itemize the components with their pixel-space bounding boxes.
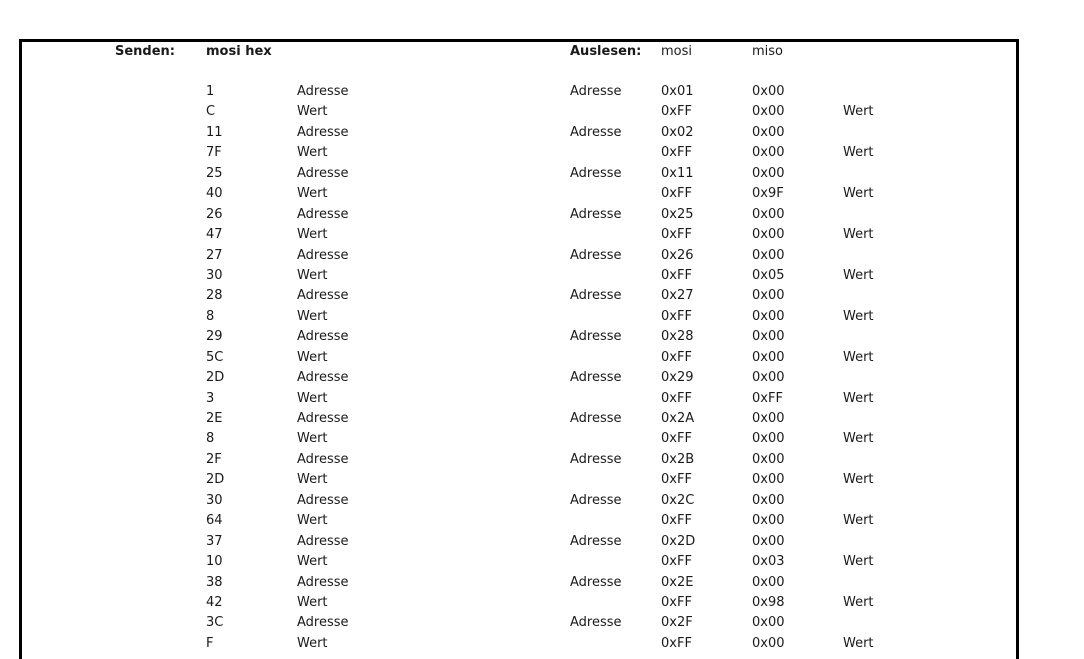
read-type-cell: Adresse [570, 493, 622, 508]
mosi-hex-cell: 3 [206, 391, 215, 406]
read-note-cell: Wert [843, 513, 874, 528]
send-type-cell: Wert [297, 227, 328, 242]
mosi-hex-cell: 27 [206, 248, 223, 263]
miso-cell: 0x00 [752, 534, 785, 549]
mosi-cell: 0x2B [661, 452, 695, 467]
read-note-cell: Wert [843, 595, 874, 610]
read-type-cell: Adresse [570, 166, 622, 181]
miso-cell: 0x00 [752, 166, 785, 181]
miso-cell: 0xFF [752, 391, 783, 406]
send-type-cell: Adresse [297, 84, 349, 99]
miso-cell: 0x00 [752, 575, 785, 590]
read-note-cell: Wert [843, 554, 874, 569]
read-note-cell: Wert [843, 391, 874, 406]
mosi-cell: 0xFF [661, 145, 692, 160]
send-type-cell: Adresse [297, 370, 349, 385]
read-type-cell: Adresse [570, 248, 622, 263]
mosi-cell: 0xFF [661, 104, 692, 119]
miso-cell: 0x00 [752, 207, 785, 222]
mosi-cell: 0xFF [661, 391, 692, 406]
send-type-cell: Wert [297, 104, 328, 119]
send-type-cell: Adresse [297, 575, 349, 590]
send-type-cell: Wert [297, 391, 328, 406]
read-note-cell: Wert [843, 227, 874, 242]
miso-cell: 0x00 [752, 104, 785, 119]
send-type-cell: Wert [297, 513, 328, 528]
miso-cell: 0x00 [752, 472, 785, 487]
mosi-cell: 0xFF [661, 554, 692, 569]
miso-cell: 0x00 [752, 309, 785, 324]
mosi-cell: 0x2C [661, 493, 695, 508]
send-type-cell: Adresse [297, 411, 349, 426]
miso-cell: 0x00 [752, 431, 785, 446]
miso-cell: 0x00 [752, 248, 785, 263]
send-type-cell: Adresse [297, 493, 349, 508]
miso-cell: 0x00 [752, 452, 785, 467]
read-note-cell: Wert [843, 268, 874, 283]
miso-cell: 0x00 [752, 636, 785, 651]
send-type-cell: Wert [297, 554, 328, 569]
read-type-cell: Adresse [570, 411, 622, 426]
mosi-hex-cell: 42 [206, 595, 223, 610]
mosi-hex-cell: 2D [206, 370, 225, 385]
mosi-cell: 0xFF [661, 309, 692, 324]
read-note-cell: Wert [843, 431, 874, 446]
mosi-hex-cell: 5C [206, 350, 224, 365]
miso-cell: 0x03 [752, 554, 785, 569]
mosi-cell: 0x28 [661, 329, 694, 344]
miso-cell: 0x9F [752, 186, 784, 201]
read-type-cell: Adresse [570, 207, 622, 222]
miso-cell: 0x00 [752, 227, 785, 242]
send-type-cell: Wert [297, 636, 328, 651]
mosi-cell: 0xFF [661, 472, 692, 487]
read-note-cell: Wert [843, 350, 874, 365]
mosi-hex-cell: 2D [206, 472, 225, 487]
send-type-cell: Wert [297, 186, 328, 201]
miso-cell: 0x00 [752, 145, 785, 160]
mosi-hex-cell: 10 [206, 554, 223, 569]
mosi-hex-cell: 40 [206, 186, 223, 201]
send-type-cell: Adresse [297, 166, 349, 181]
read-type-cell: Adresse [570, 370, 622, 385]
read-type-cell: Adresse [570, 452, 622, 467]
mosi-cell: 0x11 [661, 166, 694, 181]
mosi-hex-cell: 47 [206, 227, 223, 242]
mosi-hex-cell: 25 [206, 166, 223, 181]
send-type-cell: Wert [297, 145, 328, 160]
send-type-cell: Adresse [297, 125, 349, 140]
send-type-cell: Adresse [297, 288, 349, 303]
mosi-cell: 0xFF [661, 186, 692, 201]
read-note-cell: Wert [843, 472, 874, 487]
senden-label: Senden: [115, 44, 176, 59]
send-type-cell: Adresse [297, 248, 349, 263]
send-type-cell: Wert [297, 350, 328, 365]
mosi-cell: 0xFF [661, 350, 692, 365]
send-type-cell: Wert [297, 309, 328, 324]
miso-cell: 0x05 [752, 268, 785, 283]
mosi-hex-cell: 29 [206, 329, 223, 344]
mosi-cell: 0x25 [661, 207, 694, 222]
mosi-hex-header: mosi hex [206, 44, 272, 59]
mosi-hex-cell: 38 [206, 575, 223, 590]
send-type-cell: Adresse [297, 207, 349, 222]
read-note-cell: Wert [843, 309, 874, 324]
mosi-cell: 0xFF [661, 227, 692, 242]
mosi-cell: 0x2F [661, 615, 693, 630]
send-type-cell: Adresse [297, 534, 349, 549]
mosi-cell: 0x02 [661, 125, 694, 140]
miso-cell: 0x00 [752, 493, 785, 508]
mosi-hex-cell: 11 [206, 125, 223, 140]
mosi-header: mosi [661, 44, 693, 59]
send-type-cell: Wert [297, 431, 328, 446]
miso-cell: 0x98 [752, 595, 785, 610]
mosi-cell: 0xFF [661, 636, 692, 651]
mosi-hex-cell: 3C [206, 615, 224, 630]
read-note-cell: Wert [843, 145, 874, 160]
read-note-cell: Wert [843, 186, 874, 201]
read-type-cell: Adresse [570, 288, 622, 303]
mosi-hex-cell: 30 [206, 493, 223, 508]
mosi-cell: 0x29 [661, 370, 694, 385]
read-note-cell: Wert [843, 636, 874, 651]
send-type-cell: Adresse [297, 615, 349, 630]
mosi-hex-cell: C [206, 104, 216, 119]
miso-cell: 0x00 [752, 125, 785, 140]
read-type-cell: Adresse [570, 84, 622, 99]
mosi-cell: 0x2E [661, 575, 694, 590]
miso-cell: 0x00 [752, 84, 785, 99]
mosi-hex-cell: 2F [206, 452, 222, 467]
mosi-hex-cell: 30 [206, 268, 223, 283]
miso-cell: 0x00 [752, 288, 785, 303]
mosi-cell: 0x27 [661, 288, 694, 303]
read-type-cell: Adresse [570, 125, 622, 140]
auslesen-label: Auslesen: [570, 44, 642, 59]
send-type-cell: Wert [297, 595, 328, 610]
mosi-hex-cell: 8 [206, 431, 215, 446]
miso-cell: 0x00 [752, 411, 785, 426]
send-type-cell: Adresse [297, 329, 349, 344]
mosi-cell: 0xFF [661, 513, 692, 528]
read-type-cell: Adresse [570, 534, 622, 549]
miso-cell: 0x00 [752, 513, 785, 528]
send-type-cell: Wert [297, 472, 328, 487]
mosi-cell: 0xFF [661, 595, 692, 610]
mosi-cell: 0xFF [661, 431, 692, 446]
miso-cell: 0x00 [752, 350, 785, 365]
miso-header: miso [752, 44, 784, 59]
read-type-cell: Adresse [570, 615, 622, 630]
miso-cell: 0x00 [752, 615, 785, 630]
send-type-cell: Wert [297, 268, 328, 283]
mosi-hex-cell: 64 [206, 513, 223, 528]
read-note-cell: Wert [843, 104, 874, 119]
send-type-cell: Adresse [297, 452, 349, 467]
mosi-hex-cell: 1 [206, 84, 215, 99]
mosi-hex-cell: 28 [206, 288, 223, 303]
mosi-cell: 0x26 [661, 248, 694, 263]
mosi-cell: 0xFF [661, 268, 692, 283]
mosi-hex-cell: 8 [206, 309, 215, 324]
mosi-hex-cell: 2E [206, 411, 223, 426]
mosi-cell: 0x2D [661, 534, 696, 549]
mosi-cell: 0x2A [661, 411, 695, 426]
read-type-cell: Adresse [570, 329, 622, 344]
miso-cell: 0x00 [752, 329, 785, 344]
mosi-cell: 0x01 [661, 84, 694, 99]
mosi-hex-cell: 26 [206, 207, 223, 222]
miso-cell: 0x00 [752, 370, 785, 385]
read-type-cell: Adresse [570, 575, 622, 590]
mosi-hex-cell: 7F [206, 145, 222, 160]
mosi-hex-cell: 37 [206, 534, 223, 549]
mosi-hex-cell: F [206, 636, 214, 651]
